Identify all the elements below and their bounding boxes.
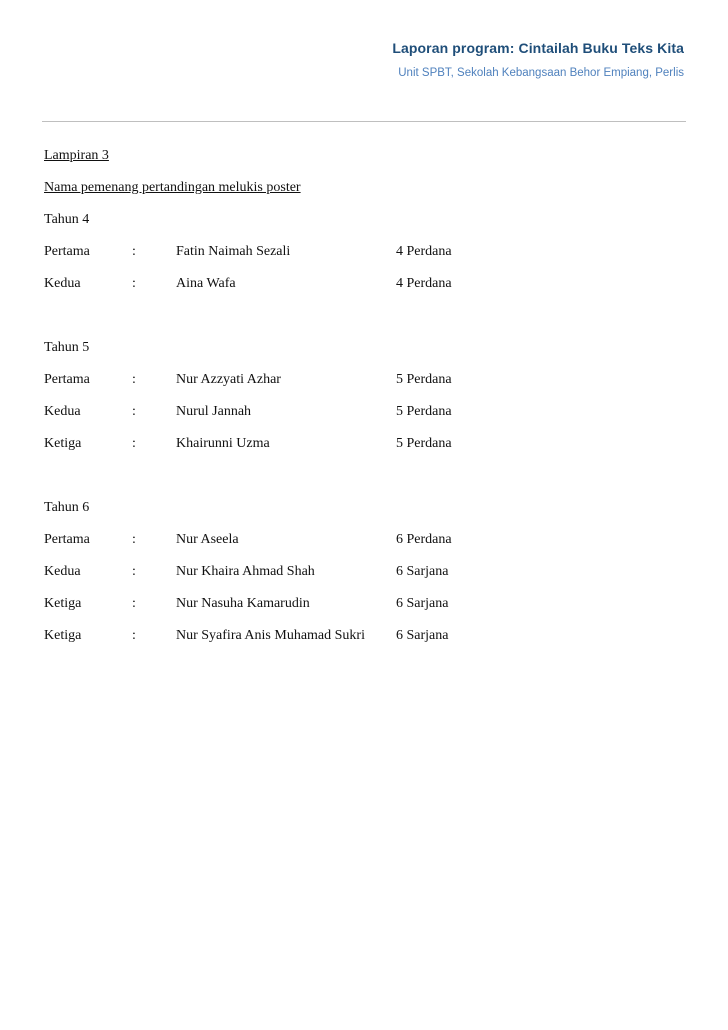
winner-row [44, 402, 684, 422]
winner-row [44, 562, 684, 582]
group-heading: Tahun 4 [44, 212, 90, 227]
page-header [392, 40, 684, 79]
group-heading: Tahun 5 [44, 340, 90, 355]
colon-separator: : [132, 628, 136, 643]
position-label: Ketiga [44, 596, 82, 611]
colon-separator: : [132, 532, 136, 547]
colon-separator: : [132, 596, 136, 611]
appendix-title: Lampiran 3 [44, 148, 109, 163]
header-divider [42, 121, 686, 122]
position-label: Pertama [44, 244, 90, 259]
document-body [44, 146, 684, 658]
winner-row [44, 530, 684, 550]
winner-name: Nur Syafira Anis Muhamad Sukri [176, 628, 365, 643]
winner-name: Nur Khaira Ahmad Shah [176, 564, 315, 579]
colon-separator: : [132, 372, 136, 387]
winner-class: 6 Sarjana [396, 628, 449, 643]
winner-class: 5 Perdana [396, 404, 452, 419]
winner-class: 4 Perdana [396, 276, 452, 291]
document-subtitle: Nama pemenang pertandingan melukis poster [44, 180, 301, 195]
position-label: Ketiga [44, 628, 82, 643]
group-heading: Tahun 6 [44, 500, 90, 515]
winner-name: Nur Aseela [176, 532, 239, 547]
colon-separator: : [132, 244, 136, 259]
colon-separator: : [132, 404, 136, 419]
winner-row [44, 594, 684, 614]
winner-name: Nurul Jannah [176, 404, 252, 419]
position-label: Pertama [44, 372, 90, 387]
winner-class: 6 Sarjana [396, 564, 449, 579]
winner-name: Nur Azzyati Azhar [176, 372, 281, 387]
winner-class: 4 Perdana [396, 244, 452, 259]
report-title: Laporan program: Cintailah Buku Teks Kita [392, 40, 684, 56]
winner-name: Fatin Naimah Sezali [176, 244, 291, 259]
position-label: Kedua [44, 564, 81, 579]
winner-row [44, 626, 684, 646]
winner-name: Aina Wafa [176, 276, 236, 291]
winner-name: Nur Nasuha Kamarudin [176, 596, 310, 611]
winner-row [44, 274, 684, 294]
position-label: Kedua [44, 276, 81, 291]
position-label: Kedua [44, 404, 81, 419]
colon-separator: : [132, 564, 136, 579]
winner-row [44, 242, 684, 262]
group-spacer [44, 306, 684, 338]
colon-separator: : [132, 276, 136, 291]
position-label: Ketiga [44, 436, 82, 451]
position-label: Pertama [44, 532, 90, 547]
winner-name: Khairunni Uzma [176, 436, 270, 451]
group-spacer [44, 466, 684, 498]
winner-class: 6 Sarjana [396, 596, 449, 611]
winner-class: 6 Perdana [396, 532, 452, 547]
winner-class: 5 Perdana [396, 436, 452, 451]
winner-class: 5 Perdana [396, 372, 452, 387]
colon-separator: : [132, 436, 136, 451]
winner-row [44, 434, 684, 454]
winner-row [44, 370, 684, 390]
report-subtitle: Unit SPBT, Sekolah Kebangsaan Behor Empiang, Perlis [398, 67, 684, 79]
